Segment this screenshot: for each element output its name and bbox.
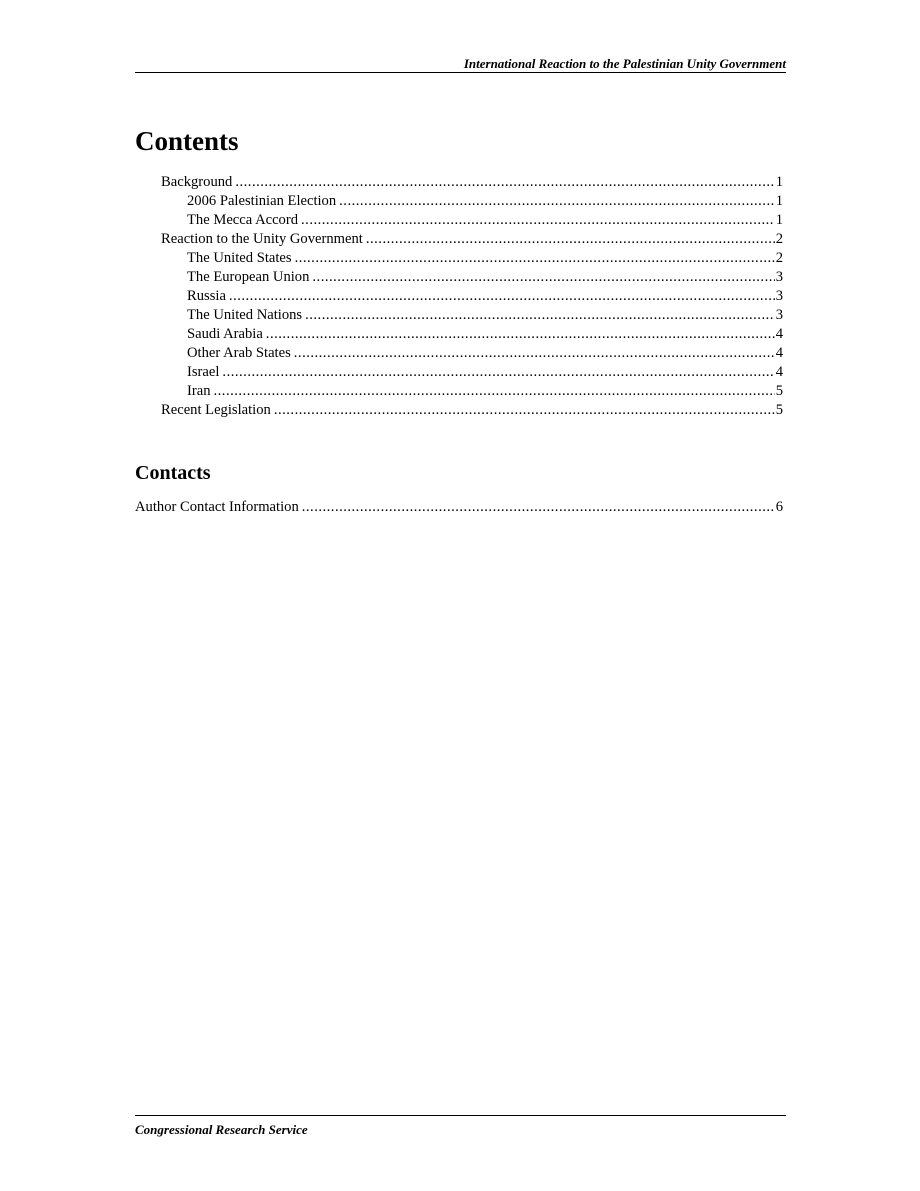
toc-entry-page: 4 (775, 345, 783, 361)
toc-entry[interactable] (135, 344, 783, 363)
contacts-list (135, 498, 783, 517)
toc-entry[interactable] (135, 498, 783, 517)
toc-entry-page: 4 (775, 326, 783, 342)
contacts-heading: Contacts (135, 462, 211, 484)
toc-entry-page: 3 (775, 288, 783, 304)
toc-entry[interactable] (135, 382, 783, 401)
toc-dot-leader (266, 325, 775, 344)
toc-dot-leader (294, 344, 775, 363)
toc-entry-title: Israel (187, 364, 220, 380)
toc-entry-page: 6 (775, 499, 783, 515)
toc-entry[interactable] (135, 249, 783, 268)
toc-entry[interactable] (135, 306, 783, 325)
toc-entry[interactable] (135, 363, 783, 382)
toc-entry[interactable] (135, 230, 783, 249)
toc-entry[interactable] (135, 325, 783, 344)
toc-entry-page: 1 (775, 212, 783, 228)
toc-entry[interactable] (135, 173, 783, 192)
toc-entry-page: 2 (775, 250, 783, 266)
toc-entry[interactable] (135, 287, 783, 306)
toc-entry-title: Saudi Arabia (187, 326, 263, 342)
running-footer (135, 1115, 786, 1138)
toc-dot-leader (366, 230, 775, 249)
toc-dot-leader (229, 287, 775, 306)
toc-entry-title: The European Union (187, 269, 310, 285)
toc-dot-leader (274, 401, 775, 420)
toc-dot-leader (295, 249, 775, 268)
toc-entry[interactable] (135, 192, 783, 211)
toc-dot-leader (339, 192, 775, 211)
toc-entry-title: Russia (187, 288, 226, 304)
contents-heading: Contents (135, 126, 239, 156)
toc-entry-title: Reaction to the Unity Government (161, 231, 363, 247)
toc-dot-leader (305, 306, 775, 325)
footer-text: Congressional Research Service (135, 1122, 308, 1137)
contents-list (135, 173, 783, 420)
toc-entry-title: Author Contact Information (135, 499, 299, 515)
toc-entry-title: Other Arab States (187, 345, 291, 361)
toc-entry-title: Recent Legislation (161, 402, 271, 418)
running-header-title: International Reaction to the Palestinian Unity Government (463, 56, 786, 71)
toc-entry-page: 5 (775, 383, 783, 399)
toc-entry-page: 4 (775, 364, 783, 380)
toc-entry-title: The Mecca Accord (187, 212, 299, 228)
toc-entry-title: Iran (187, 383, 211, 399)
toc-entry[interactable] (135, 401, 783, 420)
toc-dot-leader (312, 268, 774, 287)
toc-entry-title: The United Nations (187, 307, 303, 323)
toc-entry-page: 5 (775, 402, 783, 418)
toc-entry-page: 3 (775, 269, 783, 285)
toc-dot-leader (235, 173, 774, 192)
toc-entry-title: The United States (187, 250, 292, 266)
toc-entry[interactable] (135, 211, 783, 230)
toc-dot-leader (222, 363, 774, 382)
toc-dot-leader (302, 498, 775, 517)
running-header (135, 55, 786, 73)
toc-dot-leader (301, 211, 775, 230)
toc-entry-title: Background (161, 174, 233, 190)
toc-entry-page: 1 (775, 193, 783, 209)
toc-entry-title: 2006 Palestinian Election (187, 193, 337, 209)
toc-entry-page: 3 (775, 307, 783, 323)
toc-entry-page: 1 (775, 174, 783, 190)
toc-dot-leader (214, 382, 775, 401)
toc-entry-page: 2 (775, 231, 783, 247)
toc-entry[interactable] (135, 268, 783, 287)
